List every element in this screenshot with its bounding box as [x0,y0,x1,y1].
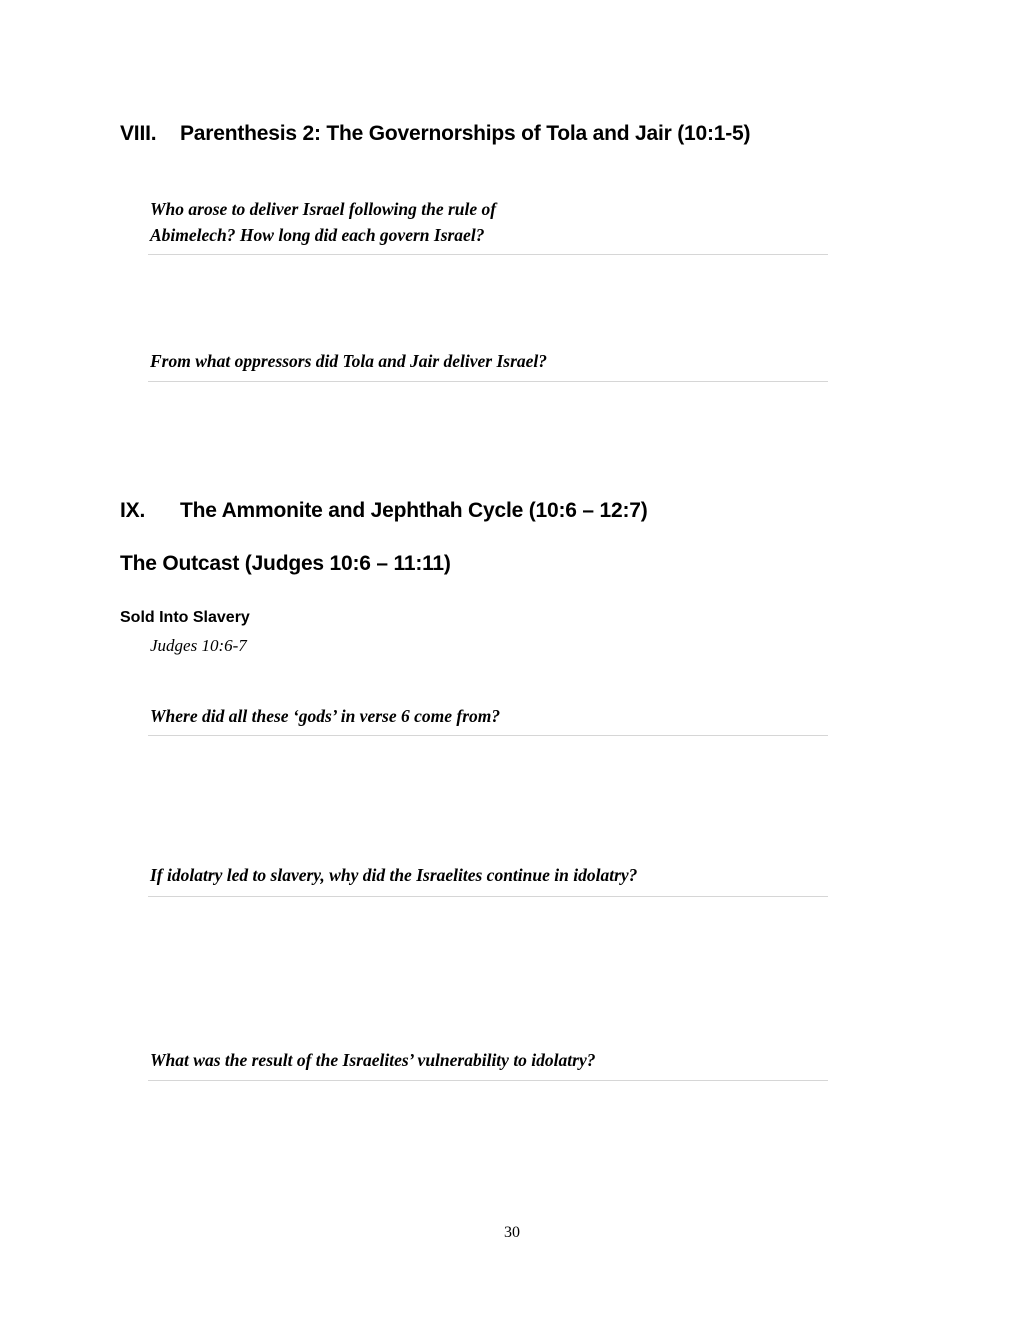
answer-line-5 [148,1080,828,1081]
answer-line-4 [148,896,828,897]
question-1-line-1: Who arose to deliver Israel following the rule of [150,199,497,219]
section-8-numeral: VIII. [120,122,157,145]
subheading-outcast: The Outcast (Judges 10:6 – 11:11) [120,552,451,575]
question-5: What was the result of the Israelites’ vulnerability to idolatry? [150,1050,596,1070]
answer-line-3 [148,735,828,736]
page-number: 30 [504,1224,520,1241]
question-4: If idolatry led to slavery, why did the Israelites continue in idolatry? [150,865,638,885]
question-1 [150,196,496,248]
section-8-title: Parenthesis 2: The Governorships of Tola and Jair (10:1-5) [180,122,751,145]
question-3: Where did all these ‘gods’ in verse 6 come from? [150,706,501,726]
answer-line-2 [148,381,828,382]
scripture-reference: Judges 10:6-7 [150,636,247,655]
minor-heading-sold-into-slavery: Sold Into Slavery [120,609,250,626]
section-9-title: The Ammonite and Jephthah Cycle (10:6 – 12:7) [180,499,648,522]
answer-line-1 [148,254,828,255]
question-2: From what oppressors did Tola and Jair deliver Israel? [150,351,548,371]
question-1-line-2: Abimelech? How long did each govern Israel? [150,225,485,245]
section-9-numeral: IX. [120,499,146,522]
